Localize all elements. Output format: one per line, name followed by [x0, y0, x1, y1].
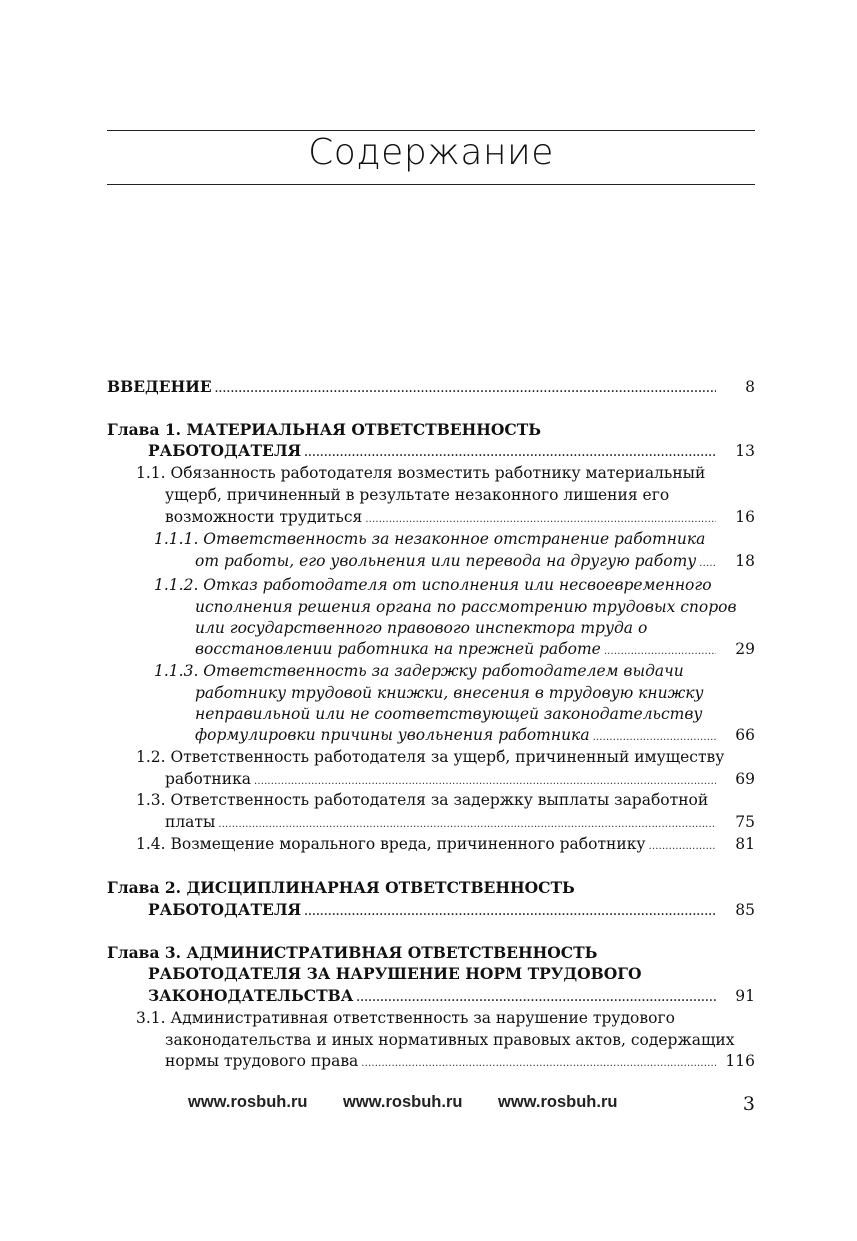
toc-entry [0, 963, 857, 985]
toc-page-number: 16 [735, 508, 755, 526]
toc-entry-title: от работы, его увольнения или перевода на другую работу [195, 552, 697, 570]
toc-page-number: 66 [735, 726, 755, 744]
toc-entry-title: работнику трудовой книжки, внесения в трудовую книжку [195, 684, 704, 702]
toc-page-number: 81 [735, 835, 755, 853]
toc-entry [0, 811, 857, 833]
toc-entry-title: 3.1. Административная ответственность за нарушение трудового [136, 1009, 675, 1027]
toc-entry-title: ЗАКОНОДАТЕЛЬСТВА [148, 986, 354, 1005]
toc-entry-title: 1.2. Ответственность работодателя за ущерб, причиненный имуществу [136, 748, 725, 766]
toc-page-number: 85 [735, 901, 755, 919]
toc-entry-text-wrap [136, 462, 705, 484]
toc-entry [0, 789, 857, 811]
toc-entry-text-wrap [195, 617, 647, 639]
toc-entry-title: или государственного правового инспектора труда о [195, 619, 648, 637]
toc-entry-title: формулировки причины увольнения работника [195, 726, 590, 744]
toc-page-number: 29 [735, 640, 755, 658]
toc-entry [0, 724, 857, 746]
toc-entry [0, 703, 857, 725]
toc-entry-text-wrap [148, 963, 641, 985]
toc-page-number: 18 [735, 552, 755, 570]
toc-entry-title: исполнения решения органа по рассмотрению трудовых споров [195, 598, 737, 616]
toc-entry-text-wrap [136, 746, 724, 768]
dot-leader [649, 833, 716, 858]
toc-entry [0, 942, 857, 964]
toc-entry-title: РАБОТОДАТЕЛЯ [148, 441, 302, 460]
toc-entry-title: неправильной или не соответствующей законодательству [195, 705, 703, 723]
toc-entry-text-wrap [136, 1007, 675, 1029]
toc-entry-title: 1.3. Ответственность работодателя за задержку выплаты заработной [136, 791, 709, 809]
toc-entry-title: ущерб, причиненный в результате незаконного лишения его [165, 486, 670, 504]
toc-entry-title: возможности трудиться [165, 508, 363, 526]
toc-entry-text-wrap [107, 942, 597, 964]
page-number: 3 [742, 1093, 755, 1115]
page-footer [0, 1093, 857, 1117]
dot-leader [361, 1050, 716, 1075]
toc-entry [0, 484, 857, 506]
toc-entry-text-wrap [195, 703, 702, 725]
toc-page-number: 116 [725, 1052, 755, 1070]
toc-entry-title: Глава 2. ДИСЦИПЛИНАРНАЯ ОТВЕТСТВЕННОСТЬ [107, 878, 575, 897]
toc-entry-text-wrap [136, 833, 716, 858]
toc-entry [0, 550, 857, 572]
toc-entry-title: 1.4. Возмещение морального вреда, причиненного работнику [136, 835, 646, 853]
toc-entry-text-wrap [165, 1050, 716, 1075]
toc-entry-text-wrap [107, 877, 575, 899]
toc-entry-title: РАБОТОДАТЕЛЯ ЗА НАРУШЕНИЕ НОРМ ТРУДОВОГО [148, 964, 642, 983]
toc-entry-text-wrap [154, 528, 705, 550]
toc-entry-title: законодательства и иных нормативных правовых актов, содержащих [165, 1031, 735, 1049]
toc-entry-title: платы [165, 813, 216, 831]
toc-entry [0, 1029, 857, 1051]
dot-leader [304, 899, 716, 924]
toc-entry [0, 596, 857, 618]
toc-entry [0, 528, 857, 550]
toc-entry [0, 877, 857, 899]
toc-entry-text-wrap [195, 596, 737, 618]
toc-entry-title: 1.1.3. Ответственность за задержку работодателем выдачи [154, 662, 684, 680]
toc-entry-title: Глава 1. МАТЕРИАЛЬНАЯ ОТВЕТСТВЕННОСТЬ [107, 420, 542, 439]
footer-site-link[interactable]: www.rosbuh.ru [188, 1093, 308, 1111]
footer-site-link[interactable]: www.rosbuh.ru [343, 1093, 463, 1111]
toc-entry [0, 1007, 857, 1029]
toc-entry-title: ВВЕДЕНИЕ [107, 377, 212, 396]
toc-entry-text-wrap [154, 660, 684, 682]
toc-entry-text-wrap [165, 1029, 734, 1051]
toc-entry [0, 376, 857, 398]
toc-entry-title: РАБОТОДАТЕЛЯ [148, 900, 302, 919]
toc-entry [0, 419, 857, 441]
toc-entry [0, 574, 857, 596]
footer-site-link[interactable]: www.rosbuh.ru [498, 1093, 618, 1111]
toc-page-number: 75 [735, 813, 755, 831]
toc-entry-title: нормы трудового права [165, 1052, 359, 1070]
toc-entry [0, 440, 857, 462]
toc-entry-text-wrap [154, 574, 712, 596]
toc-entry [0, 638, 857, 660]
toc-entry-title: 1.1.2. Отказ работодателя от исполнения или несвоевременного [154, 576, 712, 594]
dot-leader [699, 550, 716, 575]
page-title: Содержание [308, 132, 554, 173]
title-rule-top [107, 130, 755, 131]
toc-entry [0, 768, 857, 790]
toc-page-number: 91 [735, 987, 755, 1005]
toc-entry [0, 682, 857, 704]
toc-entry-text-wrap [136, 789, 708, 811]
toc-entry-text-wrap [148, 899, 716, 924]
toc-page-number: 8 [745, 378, 755, 396]
toc-entry [0, 660, 857, 682]
toc-entry-text-wrap [195, 682, 703, 704]
toc-entry-text-wrap [107, 376, 716, 401]
toc-entry-text-wrap [195, 550, 716, 575]
toc-entry [0, 899, 857, 921]
toc-entry [0, 506, 857, 528]
toc-page-number: 69 [735, 770, 755, 788]
toc-entry [0, 833, 857, 855]
toc-entry-title: 1.1.1. Ответственность за незаконное отстранение работника [154, 530, 706, 548]
toc-entry-text-wrap [165, 484, 669, 506]
toc-entry [0, 462, 857, 484]
toc-entry [0, 746, 857, 768]
dot-leader [215, 376, 716, 401]
toc-entry [0, 1050, 857, 1072]
toc-entry-title: работника [165, 770, 251, 788]
toc-entry-title: Глава 3. АДМИНИСТРАТИВНАЯ ОТВЕТСТВЕННОСТЬ [107, 943, 598, 962]
toc-entry [0, 617, 857, 639]
toc-entry [0, 985, 857, 1007]
toc-entry-text-wrap [107, 419, 541, 441]
toc-entry-title: восстановлении работника на прежней работе [195, 640, 601, 658]
title-rule-bottom [107, 184, 755, 185]
toc-entry-title: 1.1. Обязанность работодателя возместить работнику материальный [136, 464, 706, 482]
toc-page-number: 13 [735, 442, 755, 460]
